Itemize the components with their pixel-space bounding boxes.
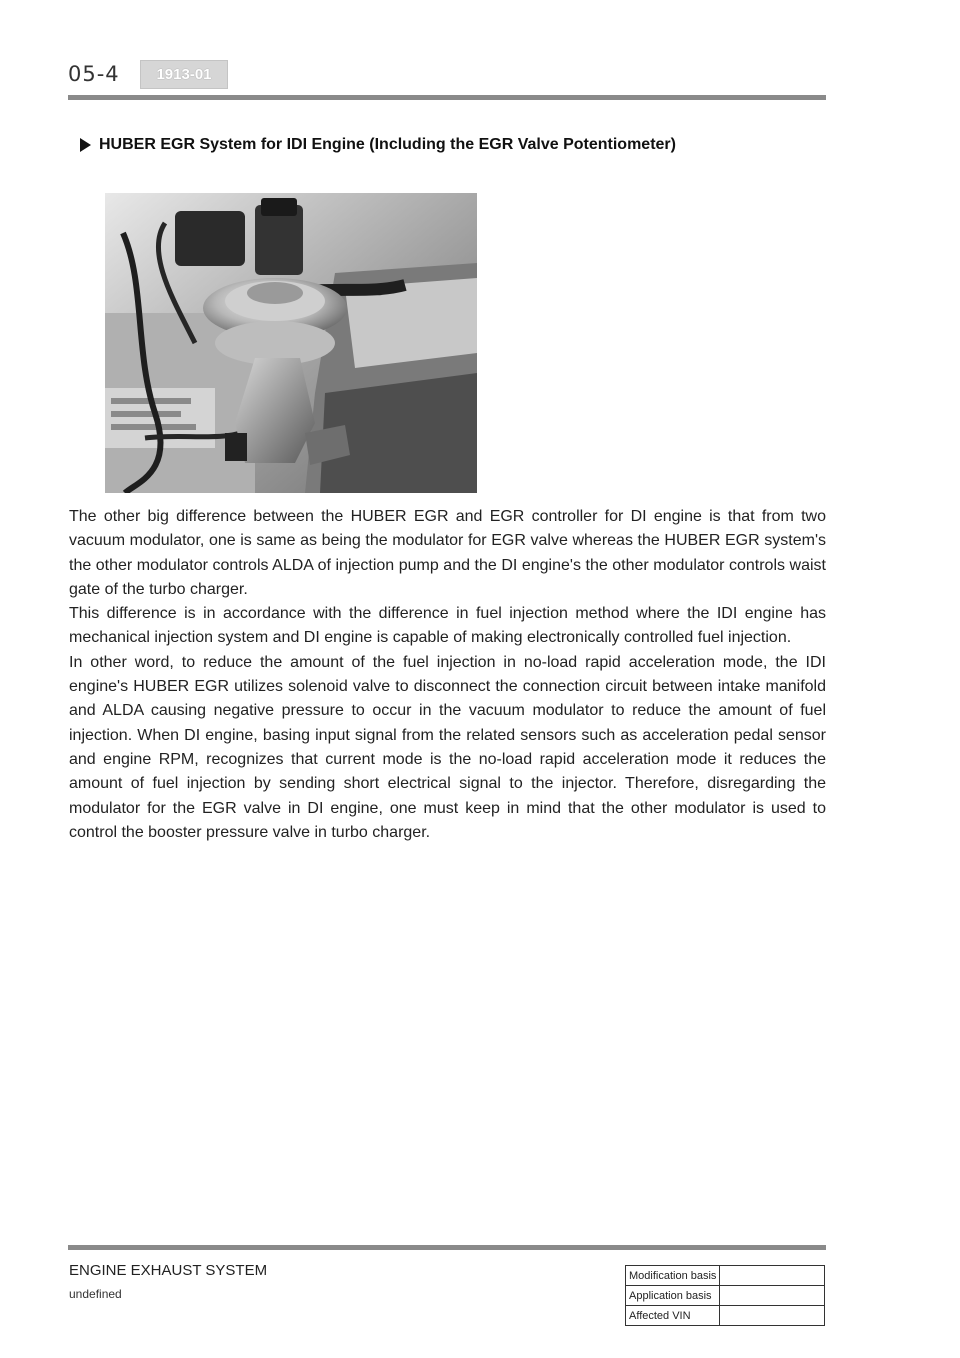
section-heading (80, 136, 676, 154)
triangle-right-icon (80, 138, 91, 152)
table-row (626, 1286, 825, 1306)
paragraph: In other word, to reduce the amount of the fuel injection in no-load rapid acceleration mode, the IDI engine's HUBER EGR utilizes solenoid valve to disconnect the connection circuit between intake manifold and ALDA causing negative pressure to occur in the vacuum modulator to reduce the amount of fuel injection. When DI engine, basing input signal from the related sensors such as acceleration pedal sensor and engine RPM, recognizes that current mode is the no-load rapid acceleration mode it reduces the amount of fuel injection by sending short electrical signal to the injector. Therefore, disregarding the modulator for the EGR valve in DI engine, one must keep in mind that the other modulator is used to control the booster pressure valve in turbo charger. (69, 653, 826, 841)
table-cell-label: Modification basis (626, 1266, 720, 1286)
table-cell-value (720, 1266, 825, 1286)
info-table (625, 1265, 825, 1326)
section-heading-text: HUBER EGR System for IDI Engine (Including the EGR Valve Potentiometer) (99, 136, 676, 153)
egr-valve-illustration (105, 193, 477, 493)
table-row (626, 1266, 825, 1286)
table-cell-label: Affected VIN (626, 1306, 720, 1326)
bottom-rule (68, 1245, 826, 1250)
top-rule (68, 95, 826, 100)
footer-section-title: ENGINE EXHAUST SYSTEM (69, 1262, 268, 1279)
table-cell-value (720, 1306, 825, 1326)
body-text (69, 505, 826, 845)
footer-sub-title: undefined (69, 1287, 122, 1301)
paragraph: The other big difference between the HUBER EGR and EGR controller for DI engine is that from two vacuum modulator, one is same as being the modulator for EGR valve whereas the HUBER EGR system's the other modulator controls ALDA of injection pump and the DI engine's the other modulator controls waist gate of the turbo charger. (69, 508, 826, 598)
paragraph: This difference is in accordance with the difference in fuel injection method where the IDI engine has mechanical injection system and DI engine is capable of making electronically controlled fuel injection. (69, 605, 826, 647)
table-cell-value (720, 1286, 825, 1306)
table-cell-label: Application basis (626, 1286, 720, 1306)
page-number: 05-4 (68, 62, 120, 86)
egr-valve-photo (105, 193, 477, 493)
code-badge: 1913-01 (140, 60, 228, 89)
table-row (626, 1306, 825, 1326)
